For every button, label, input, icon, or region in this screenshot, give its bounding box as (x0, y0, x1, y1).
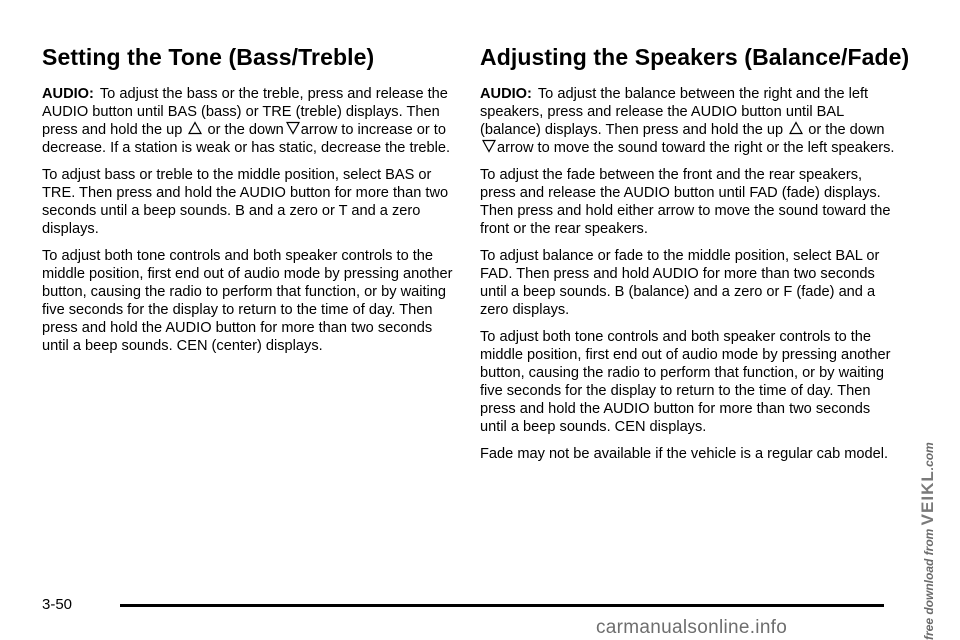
watermark-brand: VEIKL (918, 470, 937, 526)
left-paragraph-3: To adjust both tone controls and both speaker controls to the middle position, first end out of audio mode by pressing another button, causing the radio to perform that function, or by waiting five seconds for the display to return to the time of day. Then press and hold the AUDIO button for more than two seconds until a beep sounds. CEN (center) displays. (42, 248, 453, 354)
watermark-suffix: .com (922, 442, 936, 471)
audio-lead-label: AUDIO: (480, 86, 532, 102)
right-paragraph-5: Fade may not be available if the vehicle is a regular cab model. (480, 446, 889, 462)
up-arrow-icon (789, 121, 803, 135)
download-watermark (918, 442, 938, 640)
right-section-heading: Adjusting the Speakers (Balance/Fade) (480, 44, 910, 70)
left-p1-text-c: arrow to increase or to decrease. If a station is weak or has static, decrease the treble. (42, 122, 451, 156)
site-watermark: carmanualsonline.info (596, 617, 788, 638)
left-p1-text-a: To adjust the bass or the treble, press and release the AUDIO button until BAS (bass) or TRE (treble) displays. Then press and hold the up (42, 86, 448, 138)
down-arrow-icon (286, 121, 300, 135)
right-paragraph-2: To adjust the fade between the front and the rear speakers, press and release the AUDIO button until FAD (fade) displays. Then press and hold either arrow to move the sound toward the front or the rear speakers. (480, 167, 891, 237)
left-section-heading: Setting the Tone (Bass/Treble) (42, 44, 375, 70)
right-p1-text-b: or the down (808, 122, 885, 138)
right-p1-text-c: arrow to move the sound toward the right or the left speakers. (497, 140, 895, 156)
right-paragraph-4: To adjust both tone controls and both speaker controls to the middle position, first end out of audio mode by pressing another button, causing the radio to perform that function, or by waiting five seconds for the display to return to the time of day. Then press and hold the AUDIO button for more than two seconds until a beep sounds. CEN displays. (480, 329, 891, 435)
right-paragraph-3: To adjust balance or fade to the middle position, select BAL or FAD. Then press and hold AUDIO for more than two seconds until a beep sounds. B (balance) and a zero or F (fade) and a zero displays. (480, 248, 880, 318)
left-paragraph-1 (42, 85, 460, 157)
audio-lead-label: AUDIO: (42, 86, 94, 102)
left-p1-text-b: or the down (207, 122, 284, 138)
up-arrow-icon (188, 121, 202, 135)
watermark-prefix: free download from (922, 528, 936, 640)
page-number: 3-50 (42, 596, 73, 613)
footer-rule (120, 604, 884, 607)
right-column (480, 85, 898, 472)
right-paragraph-1 (480, 85, 898, 157)
left-paragraph-2: To adjust bass or treble to the middle position, select BAS or TRE. Then press and hold the AUDIO button for more than two seconds until a beep sounds. B and a zero or T and a zero displays. (42, 167, 449, 237)
right-p1-text-a: To adjust the balance between the right and the left speakers, press and release the AUDIO button until BAL (balance) displays. Then press and hold the up (480, 86, 869, 138)
down-arrow-icon (482, 139, 496, 153)
left-column (42, 85, 460, 364)
